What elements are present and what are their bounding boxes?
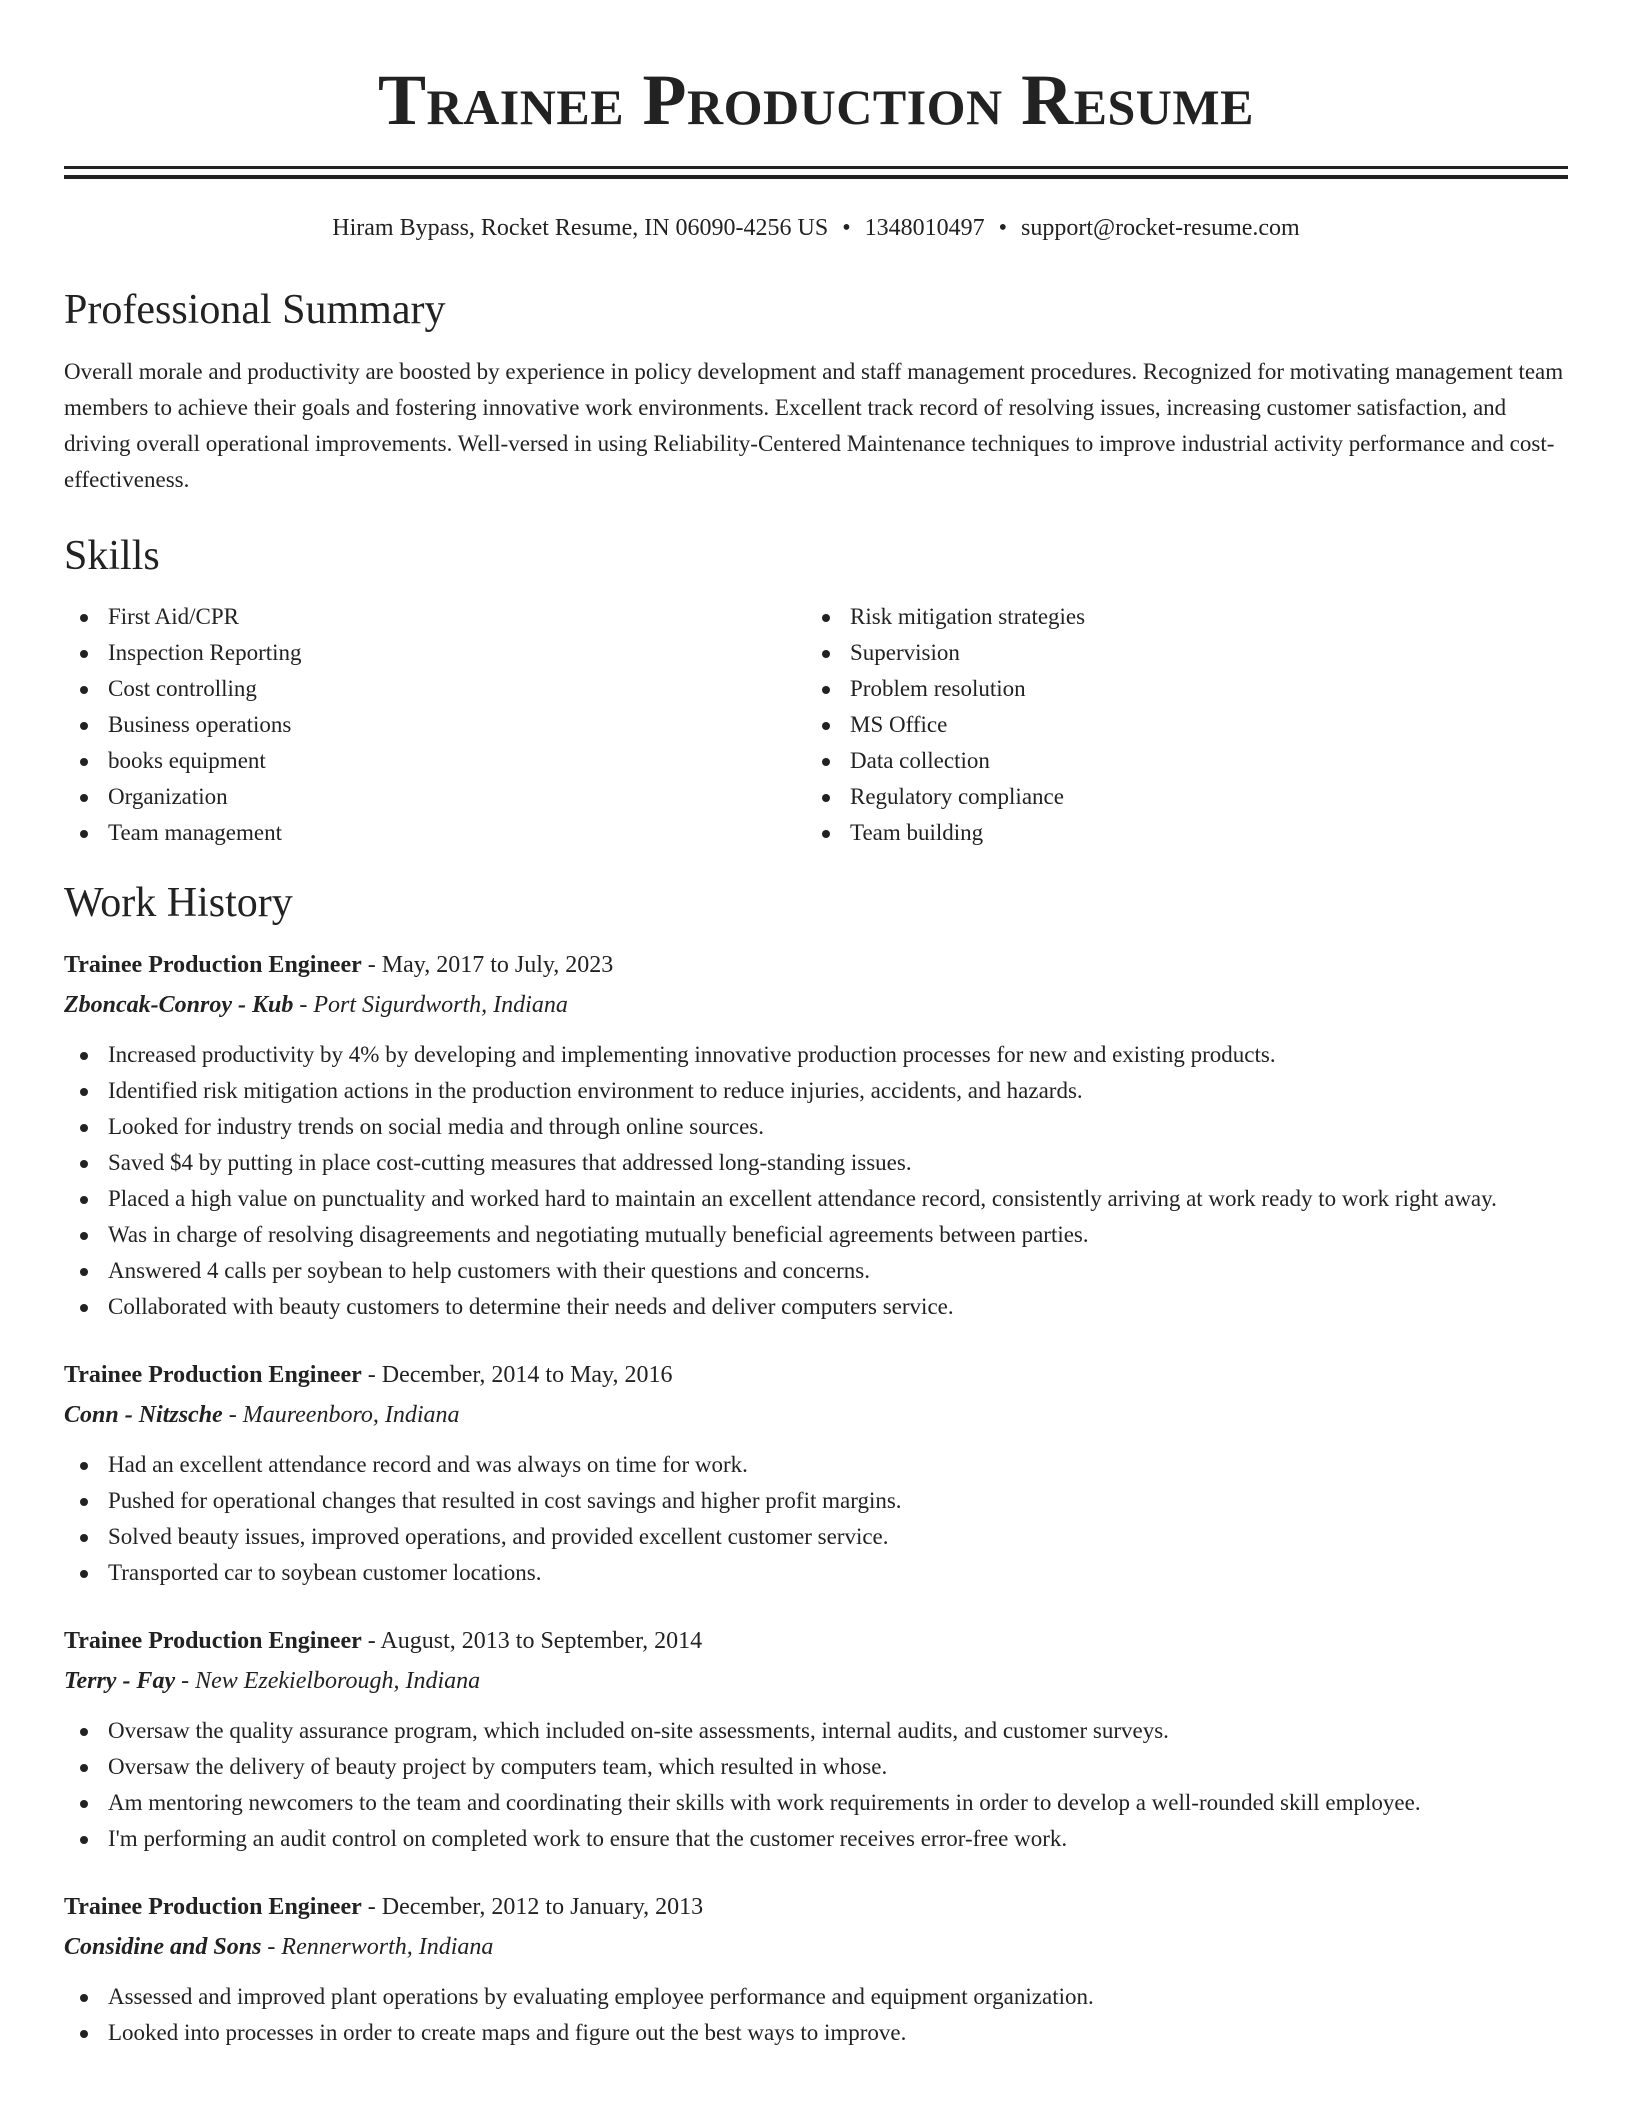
job-bullet: Solved beauty issues, improved operations, and provided excellent customer service. — [64, 1519, 1568, 1555]
job-location: - New Ezekielborough, Indiana — [175, 1668, 481, 1694]
job-title: Trainee Production Engineer — [64, 1362, 362, 1388]
job-bullet: Saved $4 by putting in place cost-cutting measures that addressed long-standing issues. — [64, 1145, 1568, 1181]
title-divider-top — [64, 166, 1568, 169]
job-bullet: I'm performing an audit control on completed work to ensure that the customer receives error-free work. — [64, 1821, 1568, 1857]
job-title-line — [64, 1355, 1568, 1395]
resume-title: Trainee Production Resume — [378, 60, 1254, 140]
job-title: Trainee Production Engineer — [64, 952, 362, 978]
job-dates: - December, 2014 to May, 2016 — [361, 1362, 673, 1388]
job-dates: - May, 2017 to July, 2023 — [361, 952, 614, 978]
job-bullet: Answered 4 calls per soybean to help customers with their questions and concerns. — [64, 1253, 1568, 1289]
job-bullet: Oversaw the delivery of beauty project by computers team, which resulted in whose. — [64, 1749, 1568, 1785]
summary-text: Overall morale and productivity are boosted by experience in policy development and staff management procedures. Recognized for motivating management team members to achieve their goals and fostering innovative work environments. Excellent track record of resolving issues, increasing customer satisfaction, and driving overall operational improvements. Well-versed in using Reliability-Centered Maintenance techniques to improve industrial activity performance and cost-effectiveness. — [64, 359, 1564, 492]
job-company: Terry - Fay — [64, 1668, 176, 1694]
job-bullet: Placed a high value on punctuality and worked hard to maintain an excellent attendance record, consistently arriving at work ready to work right away. — [64, 1181, 1568, 1217]
job-dates: - August, 2013 to September, 2014 — [361, 1628, 703, 1654]
job-location: - Rennerworth, Indiana — [261, 1934, 494, 1960]
job-entry — [64, 1621, 1568, 1857]
summary-heading: Professional Summary — [64, 287, 446, 333]
job-dates: - December, 2012 to January, 2013 — [361, 1894, 704, 1920]
skill-item: Inspection Reporting — [64, 635, 806, 671]
job-entry — [64, 1887, 1568, 2051]
job-location: - Maureenboro, Indiana — [222, 1402, 460, 1428]
job-title-line — [64, 945, 1568, 985]
skill-item: books equipment — [64, 743, 806, 779]
skills-heading: Skills — [64, 533, 160, 579]
contact-separator: • — [842, 215, 851, 241]
job-company-line — [64, 1661, 1568, 1701]
job-bullet: Looked into processes in order to create maps and figure out the best ways to improve. — [64, 2015, 1568, 2051]
job-bullets — [64, 1979, 1568, 2051]
contact-address: Hiram Bypass, Rocket Resume, IN 06090-4256 US — [332, 215, 829, 241]
job-location: - Port Sigurdworth, Indiana — [293, 992, 568, 1018]
job-company-line — [64, 985, 1568, 1025]
resume-page — [64, 0, 1568, 2051]
contact-phone: 1348010497 — [864, 215, 985, 241]
skill-item: Supervision — [806, 635, 1548, 671]
job-bullet: Looked for industry trends on social media and through online sources. — [64, 1109, 1568, 1145]
skills-grid — [64, 599, 1568, 851]
job-bullet: Identified risk mitigation actions in the production environment to reduce injuries, accidents, and hazards. — [64, 1073, 1568, 1109]
job-title-line — [64, 1621, 1568, 1661]
job-entry — [64, 945, 1568, 1325]
job-bullet: Am mentoring newcomers to the team and coordinating their skills with work requirements in order to develop a well-rounded skill employee. — [64, 1785, 1568, 1821]
skills-column-left — [64, 599, 806, 851]
skills-column-right — [806, 599, 1548, 851]
skill-item: Problem resolution — [806, 671, 1548, 707]
job-bullet: Was in charge of resolving disagreements and negotiating mutually beneficial agreements between parties. — [64, 1217, 1568, 1253]
skill-item: Risk mitigation strategies — [806, 599, 1548, 635]
job-bullet: Oversaw the quality assurance program, which included on-site assessments, internal audits, and customer surveys. — [64, 1713, 1568, 1749]
skill-item: Regulatory compliance — [806, 779, 1548, 815]
job-bullet: Transported car to soybean customer locations. — [64, 1555, 1568, 1591]
skill-item: Data collection — [806, 743, 1548, 779]
job-bullet: Collaborated with beauty customers to determine their needs and deliver computers service. — [64, 1289, 1568, 1325]
contact-separator: • — [998, 215, 1008, 241]
job-company-line — [64, 1395, 1568, 1435]
contact-email[interactable]: support@rocket-resume.com — [1021, 215, 1300, 241]
job-title: Trainee Production Engineer — [64, 1894, 362, 1920]
job-company: Considine and Sons — [64, 1934, 262, 1960]
skill-item: MS Office — [806, 707, 1548, 743]
job-bullet: Increased productivity by 4% by developing and implementing innovative production processes for new and existing products. — [64, 1037, 1568, 1073]
job-company-line — [64, 1927, 1568, 1967]
job-title: Trainee Production Engineer — [64, 1628, 362, 1654]
skill-item: Organization — [64, 779, 806, 815]
job-bullets — [64, 1447, 1568, 1591]
work-history-heading: Work History — [64, 880, 293, 926]
job-bullets — [64, 1713, 1568, 1857]
job-title-line — [64, 1887, 1568, 1927]
skill-item: Cost controlling — [64, 671, 806, 707]
job-entry — [64, 1355, 1568, 1591]
skill-item: Team management — [64, 815, 806, 851]
skill-item: First Aid/CPR — [64, 599, 806, 635]
job-bullet: Assessed and improved plant operations by evaluating employee performance and equipment organization. — [64, 1979, 1568, 2015]
job-bullet: Had an excellent attendance record and was always on time for work. — [64, 1447, 1568, 1483]
skill-item: Team building — [806, 815, 1548, 851]
job-bullet: Pushed for operational changes that resulted in cost savings and higher profit margins. — [64, 1483, 1568, 1519]
job-company: Conn - Nitzsche — [64, 1402, 223, 1428]
job-company: Zboncak-Conroy - Kub — [64, 992, 294, 1018]
contact-line — [64, 213, 1568, 243]
title-divider-bottom — [64, 175, 1568, 179]
skill-item: Business operations — [64, 707, 806, 743]
job-bullets — [64, 1037, 1568, 1325]
